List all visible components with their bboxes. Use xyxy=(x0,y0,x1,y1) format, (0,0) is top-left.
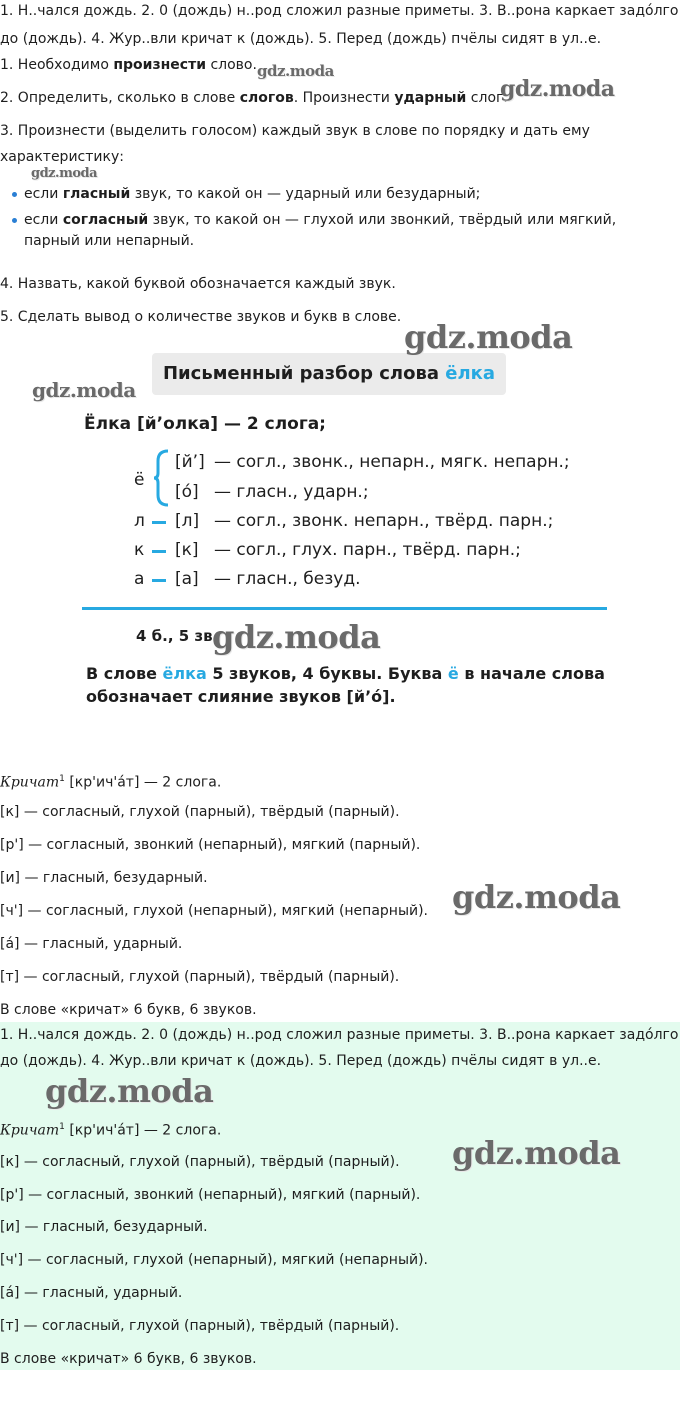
conclusion-line-2: обозначает слияние звуков [й’о́]. xyxy=(86,687,396,706)
desc-l: — согл., звонк. непарн., твёрд. парн.; xyxy=(214,511,554,531)
desc-yo-1: — согл., звонк., непарн., мягк. непарн.; xyxy=(214,452,570,472)
sound-k: [к] xyxy=(175,540,199,560)
card-title: Письменный разбор слова ёлка xyxy=(152,353,506,395)
step-4: 4. Назвать, какой буквой обозначается каждый звук. xyxy=(0,276,396,292)
divider-line xyxy=(82,607,607,610)
sound-yo-2: [о́] xyxy=(175,482,199,502)
step-3-line-1: 3. Произнести (выделить голосом) каждый звук в слове по порядку и дать ему xyxy=(0,123,590,139)
analysis-heading-repeat: Кричат$^1$ [кр'ич'а́т] — 2 слога. xyxy=(0,1122,222,1139)
analysis-line: [и] — гласный, безударный. xyxy=(0,870,208,886)
letter-yo: ё xyxy=(134,470,145,490)
analysis-line: [р'] — согласный, звонкий (непарный), мягкий (парный). xyxy=(0,1187,421,1203)
analysis-line: [а́] — гласный, ударный. xyxy=(0,1285,183,1301)
analysis-line: [а́] — гласный, ударный. xyxy=(0,936,183,952)
analysis-line: [и] — гласный, безударный. xyxy=(0,1219,208,1235)
dash-mark xyxy=(152,579,166,582)
watermark: gdz.moda xyxy=(452,878,621,916)
watermark: gdz.moda xyxy=(45,1072,214,1110)
watermark: gdz.moda xyxy=(452,1134,621,1172)
watermark: gdz.moda xyxy=(32,378,136,402)
analysis-line: [к] — согласный, глухой (парный), твёрдый (парный). xyxy=(0,1154,400,1170)
bullet-consonant-line-2: парный или непарный. xyxy=(24,233,195,249)
exercise-line-2-repeat: до (дождь). 4. Жур..вли кричат к (дождь). 5. Перед (дождь) пчёлы сидят в ул..е. xyxy=(0,1053,602,1069)
analysis-conclusion-repeat: В слове «кричат» 6 букв, 6 звуков. xyxy=(0,1351,257,1367)
analysis-line: [т] — согласный, глухой (парный), твёрдый (парный). xyxy=(0,1318,400,1334)
bullet-dot xyxy=(12,192,17,197)
sound-a: [а] xyxy=(175,569,199,589)
card-heading: Ёлка [й’олка] — 2 слога; xyxy=(84,414,326,434)
watermark: gdz.moda xyxy=(212,618,381,656)
watermark: gdz.moda xyxy=(500,76,615,102)
desc-a: — гласн., безуд. xyxy=(214,569,361,589)
exercise-line-1: 1. Н..чался дождь. 2. 0 (дождь) н..род сложил разные приметы. 3. В..рона каркает задо́лго xyxy=(0,3,679,19)
bullet-vowel: если гласный звук, то какой он — ударный или безударный; xyxy=(24,186,481,202)
step-5: 5. Сделать вывод о количестве звуков и букв в слове. xyxy=(0,309,402,325)
bullet-dot xyxy=(12,218,17,223)
brace-bracket xyxy=(152,449,172,507)
dash-mark xyxy=(152,550,166,553)
sound-l: [л] xyxy=(175,511,200,531)
analysis-line: [ч'] — согласный, глухой (непарный), мягкий (непарный). xyxy=(0,903,429,919)
analysis-line: [р'] — согласный, звонкий (непарный), мягкий (парный). xyxy=(0,837,421,853)
dash-mark xyxy=(152,521,166,524)
conclusion-line-1: В слове ёлка 5 звуков, 4 буквы. Буква ё в начале слова xyxy=(86,664,605,683)
summary-count: 4 б., 5 зв. xyxy=(136,627,219,645)
letter-a: а xyxy=(134,569,145,589)
letter-k: к xyxy=(134,540,145,560)
step-2: 2. Определить, сколько в слове слогов. Произнести ударный слог. xyxy=(0,90,508,106)
letter-l: л xyxy=(134,511,145,531)
desc-yo-2: — гласн., ударн.; xyxy=(214,482,369,502)
exercise-line-2: до (дождь). 4. Жур..вли кричат к (дождь). 5. Перед (дождь) пчёлы сидят в ул..е. xyxy=(0,31,602,47)
analysis-heading: Кричат$^1$ [кр'ич'а́т] — 2 слога. xyxy=(0,774,222,791)
watermark: gdz.moda xyxy=(404,318,573,356)
sound-yo-1: [й’] xyxy=(175,452,205,472)
step-1: 1. Необходимо произнести слово. xyxy=(0,57,257,73)
desc-k: — согл., глух. парн., твёрд. парн.; xyxy=(214,540,521,560)
watermark: gdz.moda xyxy=(31,166,98,181)
analysis-conclusion: В слове «кричат» 6 букв, 6 звуков. xyxy=(0,1002,257,1018)
bullet-consonant: если согласный звук, то какой он — глухой или звонкий, твёрдый или мягкий, xyxy=(24,212,617,228)
exercise-line-1-repeat: 1. Н..чался дождь. 2. 0 (дождь) н..род сложил разные приметы. 3. В..рона каркает задо́лго xyxy=(0,1027,679,1043)
analysis-line: [т] — согласный, глухой (парный), твёрдый (парный). xyxy=(0,969,400,985)
watermark: gdz.moda xyxy=(257,62,334,80)
analysis-line: [к] — согласный, глухой (парный), твёрдый (парный). xyxy=(0,804,400,820)
step-3-line-2: характеристику: xyxy=(0,149,124,165)
analysis-line: [ч'] — согласный, глухой (непарный), мягкий (непарный). xyxy=(0,1252,429,1268)
